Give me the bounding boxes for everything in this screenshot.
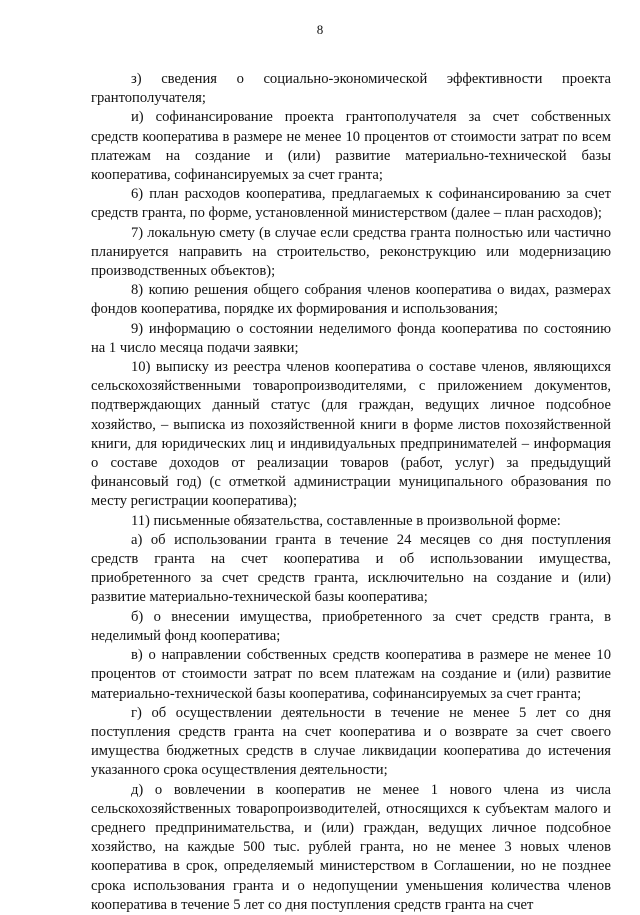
paragraph-item-i: и) софинансирование проекта грантополучателя за счет собственных средств кооператива в размере не менее 10 процентов от стоимости затрат по всем платежам на создание и (или) развитие материально-технической базы кооператива, софинансируемых за счет гранта;: [91, 109, 611, 184]
paragraph-item-11: 11) письменные обязательства, составленные в произвольной форме:: [131, 512, 561, 529]
paragraph-item-z: з) сведения о социально-экономической эффективности проекта грантополучателя;: [91, 71, 611, 107]
paragraph-subitem-d: д) о вовлечении в кооператив не менее 1 нового члена из числа сельскохозяйственных товаропроизводителей, относящихся к субъектам малого и среднего предпринимательства, и (или) граждан, ведущих личное подсобное хозяйство, на каждые 500 тыс. рублей гранта, но не менее 3 новых членов кооператива в срок, определяемый министерством в Соглашении, но не позднее срока использования гранта и о недопущении уменьшения количества членов кооператива в течение 5 лет со дня поступления средств гранта на счет: [91, 781, 611, 913]
paragraph-item-6: 6) план расходов кооператива, предлагаемых к софинансированию за счет средств гранта, по форме, установленной министерством (далее – план расходов);: [91, 186, 611, 222]
paragraph-item-8: 8) копию решения общего собрания членов кооператива о видах, размерах фондов кооператива, порядке их формирования и использования;: [91, 282, 611, 318]
paragraph-subitem-a: а) об использовании гранта в течение 24 месяцев со дня поступления средств гранта на счет кооператива и об использовании имущества, приобретенного за счет средств гранта, исключительно на создание и (или) развитие материально-технической базы кооператива;: [91, 531, 611, 606]
paragraph-item-7: 7) локальную смету (в случае если средства гранта полностью или частично планируется направить на строительство, реконструкцию или модернизацию производственных объектов);: [91, 224, 611, 280]
paragraph-subitem-b: б) о внесении имущества, приобретенного за счет средств гранта, в неделимый фонд кооператива;: [91, 608, 611, 644]
paragraph-subitem-v: в) о направлении собственных средств кооператива в размере не менее 10 процентов от стоимости затрат по всем платежам на создание и (или) развитие материально-технической базы кооператива, софинансируемых за счет гранта;: [91, 647, 611, 702]
paragraph-item-10: 10) выписку из реестра членов кооператива о составе членов, являющихся сельскохозяйственными товаропроизводителями, с приложением документов, подтверждающих данный статус (для граждан, ведущих личное подсобное хозяйство, – выписка из похозяйственной книги в форме листов похозяйственной книги, для юридических лиц и индивидуальных предпринимателей – информация о составе доходов от реализации товаров (работ, услуг) за предыдущий финансовый год) (с отметкой администрации муниципального образования по месту регистрации кооператива);: [91, 359, 611, 510]
paragraph-subitem-g: г) об осуществлении деятельности в течение не менее 5 лет со дня поступления средств гранта на счет кооператива и о возврате за счет своего имущества бюджетных средств в случае ликвидации кооператива до истечения указанного срока осуществления деятельности;: [91, 704, 611, 779]
page-number: 8: [316, 22, 324, 37]
document-body: [91, 70, 611, 915]
paragraph-item-9: 9) информацию о состоянии неделимого фонда кооператива по состоянию на 1 число месяца подачи заявки;: [91, 320, 611, 356]
